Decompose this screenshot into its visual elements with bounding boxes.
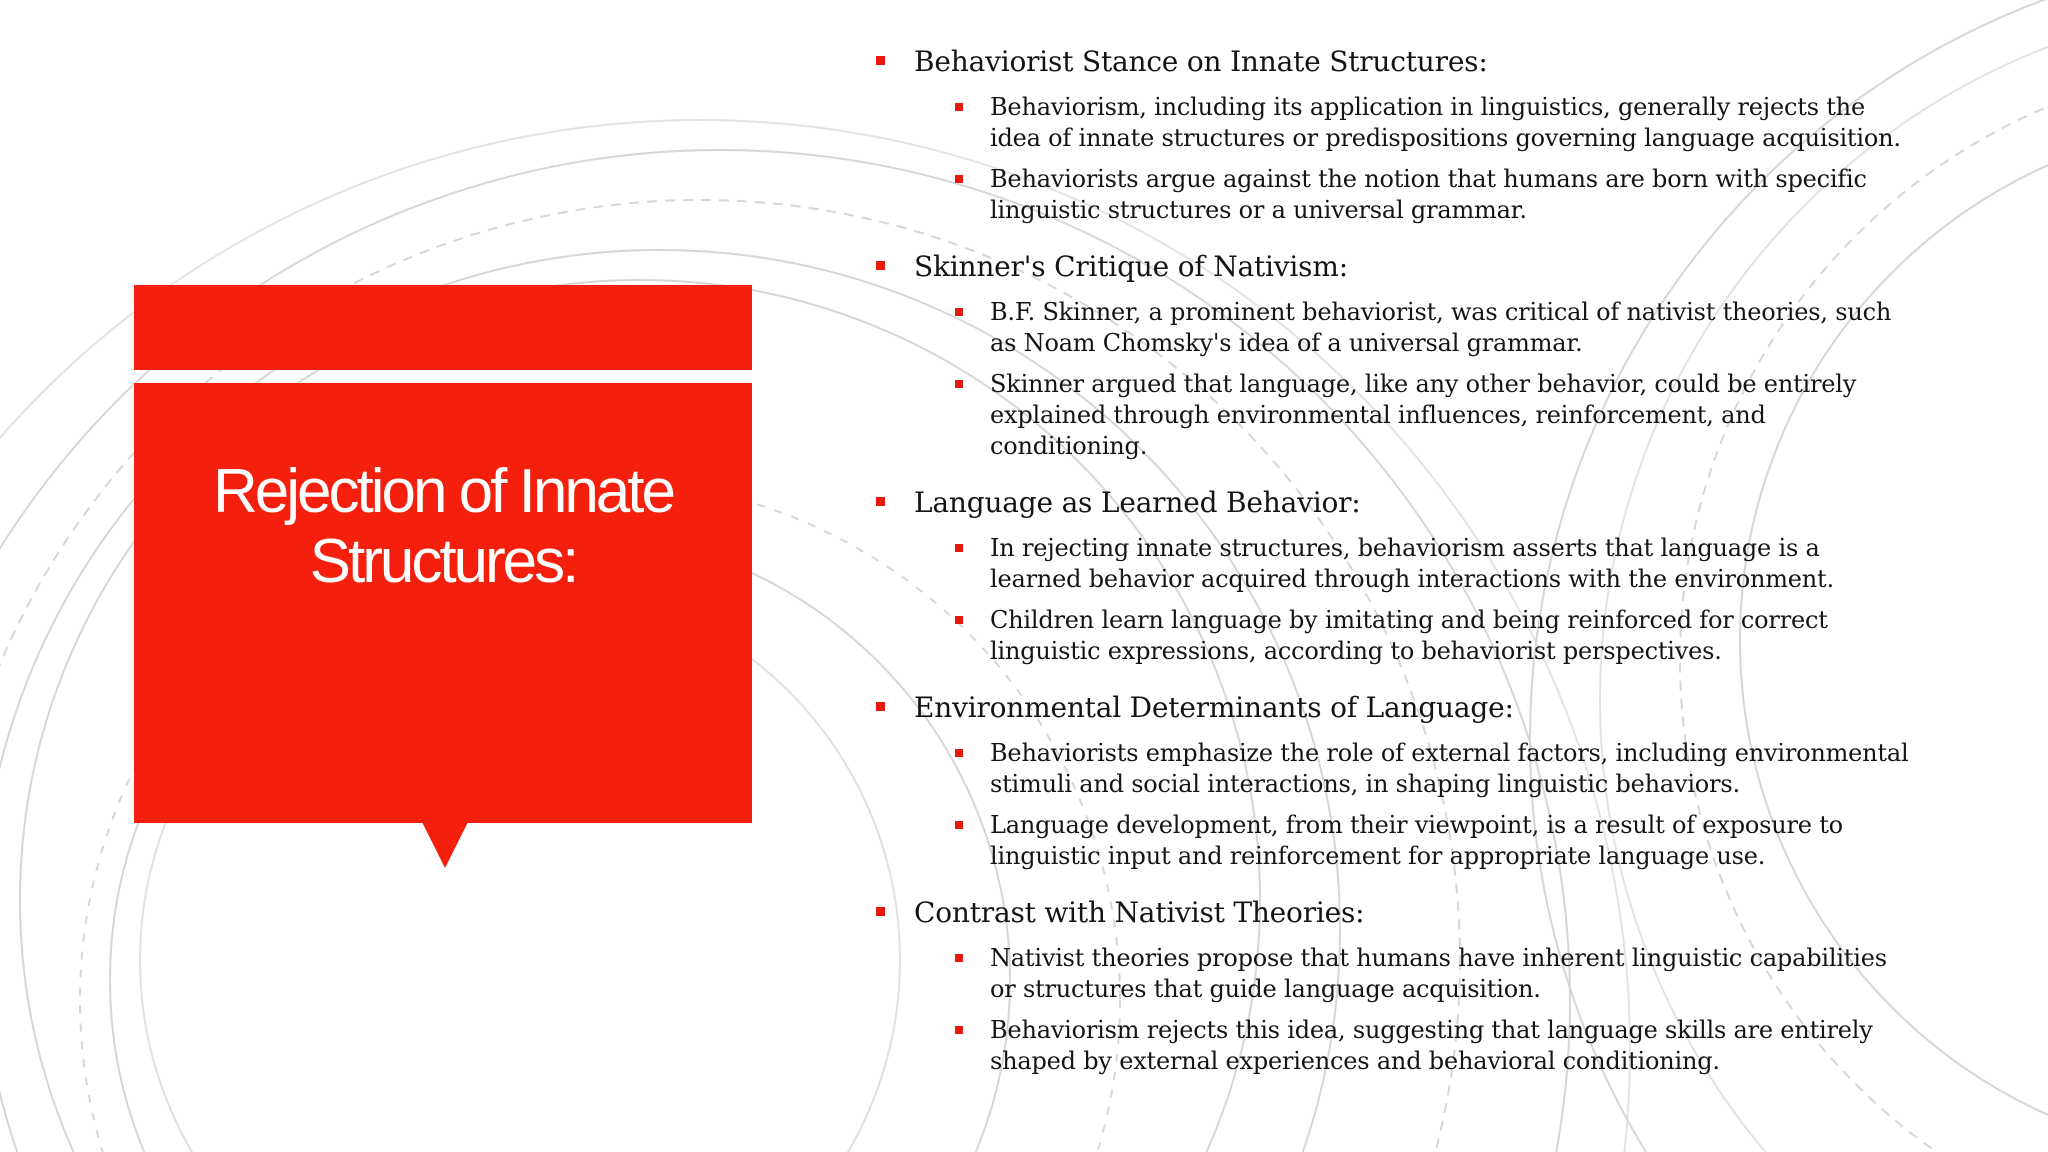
title-box [134,383,752,823]
list-item-text: Behaviorism, including its application in linguistics, generally rejects the idea of innate structures or predispositions governing language acquisition. [990,93,1901,152]
list-item-text: In rejecting innate structures, behaviorism asserts that language is a learned behavior acquired through interactions with the environment. [990,534,1834,593]
square-bullet-icon [955,1026,963,1034]
list-item [874,1015,1914,1077]
square-bullet-icon [876,702,885,711]
section-heading-row [874,483,1914,523]
square-bullet-icon [955,954,963,962]
list-item [874,92,1914,154]
square-bullet-icon [955,380,963,388]
section-heading: Environmental Determinants of Language: [914,691,1514,724]
section [874,688,1914,872]
section-heading-row [874,247,1914,287]
list-item [874,297,1914,359]
square-bullet-icon [955,308,963,316]
section-heading: Skinner's Critique of Nativism: [914,250,1348,283]
list-item-text: Skinner argued that language, like any other behavior, could be entirely explained through environmental influences, reinforcement, and conditioning. [990,370,1857,460]
square-bullet-icon [876,907,885,916]
square-bullet-icon [955,544,963,552]
title-box-pointer [422,822,468,868]
square-bullet-icon [955,175,963,183]
list-item [874,810,1914,872]
square-bullet-icon [876,56,885,65]
list-item [874,369,1914,462]
list-item-text: Nativist theories propose that humans have inherent linguistic capabilities or structures that guide language acquisition. [990,944,1887,1003]
section [874,483,1914,667]
accent-bar [134,285,752,370]
square-bullet-icon [876,497,885,506]
square-bullet-icon [876,261,885,270]
list-item [874,533,1914,595]
list-item-text: B.F. Skinner, a prominent behaviorist, was critical of nativist theories, such as Noam Chomsky's idea of a universal grammar. [990,298,1892,357]
square-bullet-icon [955,821,963,829]
bullet-content [874,42,1914,1077]
section-heading-row [874,42,1914,82]
section [874,893,1914,1077]
section [874,247,1914,462]
section-heading: Behaviorist Stance on Innate Structures: [914,45,1488,78]
square-bullet-icon [955,616,963,624]
section-heading: Language as Learned Behavior: [914,486,1361,519]
list-item [874,605,1914,667]
list-item [874,943,1914,1005]
section-heading-row [874,893,1914,933]
list-item [874,738,1914,800]
list-item-text: Language development, from their viewpoint, is a result of exposure to linguistic input and reinforcement for appropriate language use. [990,811,1843,870]
slide-title: Rejection of Innate Structures: [212,457,673,596]
square-bullet-icon [955,749,963,757]
section-heading-row [874,688,1914,728]
list-item-text: Behaviorists argue against the notion that humans are born with specific linguistic structures or a universal grammar. [990,165,1867,224]
square-bullet-icon [955,103,963,111]
list-item-text: Children learn language by imitating and being reinforced for correct linguistic expressions, according to behaviorist perspectives. [990,606,1828,665]
section-heading: Contrast with Nativist Theories: [914,896,1365,929]
list-item-text: Behaviorism rejects this idea, suggesting that language skills are entirely shaped by external experiences and behavioral conditioning. [990,1016,1873,1075]
list-item [874,164,1914,226]
section [874,42,1914,226]
list-item-text: Behaviorists emphasize the role of external factors, including environmental stimuli and social interactions, in shaping linguistic behaviors. [990,739,1909,798]
